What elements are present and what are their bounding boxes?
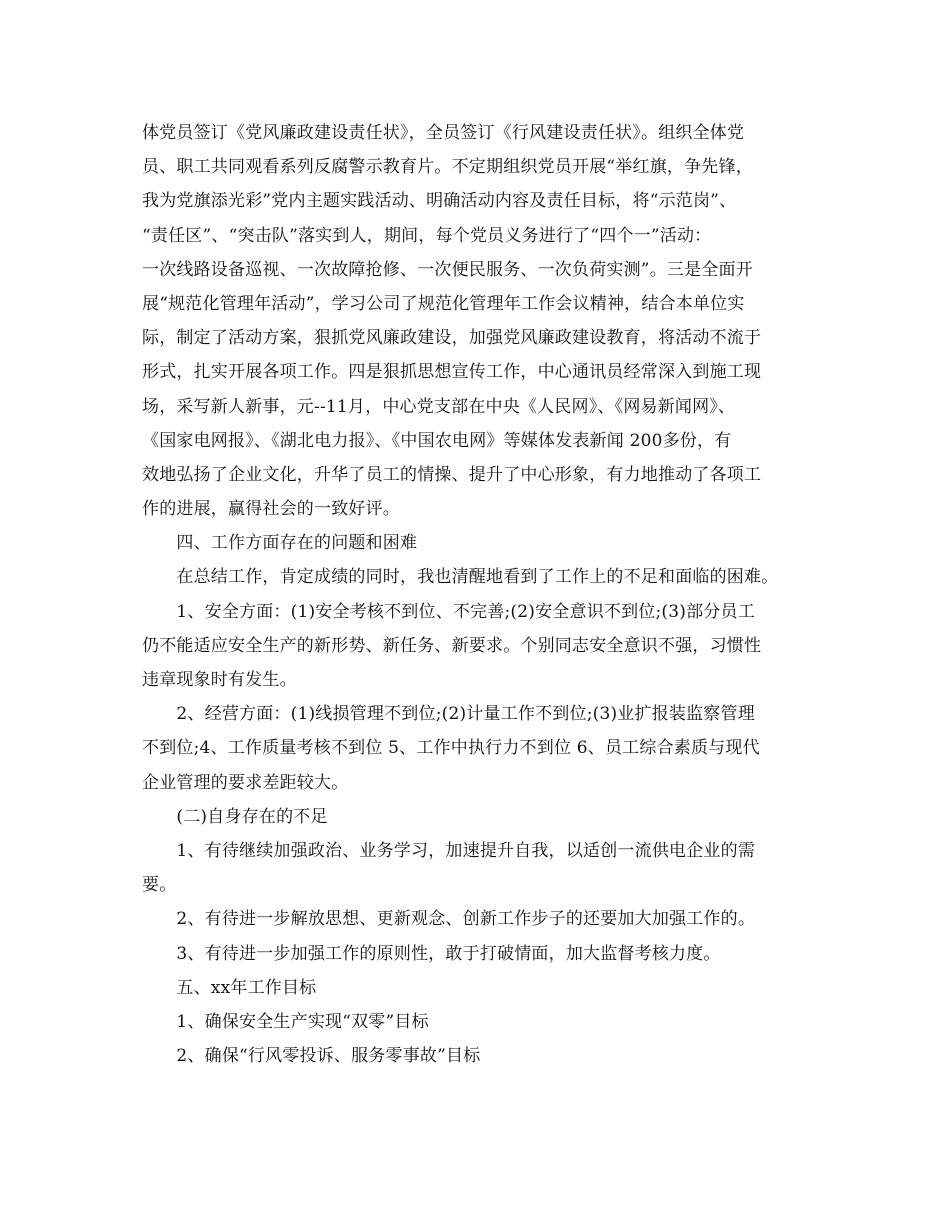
section-heading: 五、xx年工作目标 xyxy=(142,977,317,998)
text-line: 我为党旗添光彩”党内主题实践活动、明确活动内容及责任目标，将“示范岗”、 xyxy=(142,191,737,212)
text-line: 作的进展，赢得社会的一致好评。 xyxy=(142,499,400,520)
text-line: 3、有待进一步加强工作的原则性，敢于打破情面，加大监督考核力度。 xyxy=(142,943,721,964)
text-line: 效地弘扬了企业文化，升华了员工的情操、提升了中心形象，有力地推动了各项工 xyxy=(142,464,762,485)
text-line: 不到位;4、工作质量考核不到位 5、工作中执行力不到位 6、员工综合素质与现代 xyxy=(142,738,760,759)
text-line: 违章现象时有发生。 xyxy=(142,670,297,690)
text-line: 企业管理的要求差距较大。 xyxy=(142,772,349,793)
text-line: 在总结工作，肯定成绩的同时，我也清醒地看到了工作上的不足和面临的困难。 xyxy=(142,567,779,588)
section-heading: (二)自身存在的不足 xyxy=(142,806,328,827)
text-line: 2、确保“行风零投诉、服务零事故”目标 xyxy=(142,1046,481,1067)
text-line: 际，制定了活动方案，狠抓党风廉政建设，加强党风廉政建设教育，将活动不流于 xyxy=(142,328,762,349)
text-line: 1、有待继续加强政治、业务学习，加速提升自我，以适创一流供电企业的需 xyxy=(142,840,756,861)
text-line: 体党员签订《党风廉政建设责任状》，全员签订《行风建设责任状》。组织全体党 xyxy=(142,123,745,143)
document-body xyxy=(142,116,832,1073)
text-line: 1、确保安全生产实现“双零”目标 xyxy=(142,1011,429,1032)
text-line: 场，采写新人新事，元--11月，中心党支部在中央《人民网》、《网易新闻网》、 xyxy=(142,396,736,417)
text-line: 展“规范化管理年活动”，学习公司了规范化管理年工作会议精神，结合本单位实 xyxy=(142,293,745,314)
text-line: 1、安全方面：(1)安全考核不到位、不完善;(2)安全意识不到位;(3)部分员工 xyxy=(142,601,755,622)
text-line: 一次线路设备巡视、一次故障抢修、一次便民服务、一次负荷实测”。三是全面开 xyxy=(142,259,753,280)
text-line: 2、经营方面：(1)线损管理不到位;(2)计量工作不到位;(3)业扩报装监察管理 xyxy=(142,704,755,725)
text-line: “责任区”、“突击队”落实到人，期间，每个党员义务进行了“四个一”活动： xyxy=(142,225,712,246)
text-line: 要。 xyxy=(142,875,177,896)
text-line: 2、有待进一步解放思想、更新观念、创新工作步子的还要加大加强工作的。 xyxy=(142,909,756,930)
text-line: 《国家电网报》、《湖北电力报》、《中国农电网》等媒体发表新闻 200多份，有 xyxy=(142,430,732,451)
text-line: 形式，扎实开展各项工作。四是狠抓思想宣传工作，中心通讯员经常深入到施工现 xyxy=(142,362,762,383)
section-heading: 四、工作方面存在的问题和困难 xyxy=(142,533,418,554)
text-line: 仍不能适应安全生产的新形势、新任务、新要求。个别同志安全意识不强，习惯性 xyxy=(142,635,762,656)
text-line: 员、职工共同观看系列反腐警示教育片。不定期组织党员开展“举红旗，争先锋， xyxy=(142,157,753,178)
